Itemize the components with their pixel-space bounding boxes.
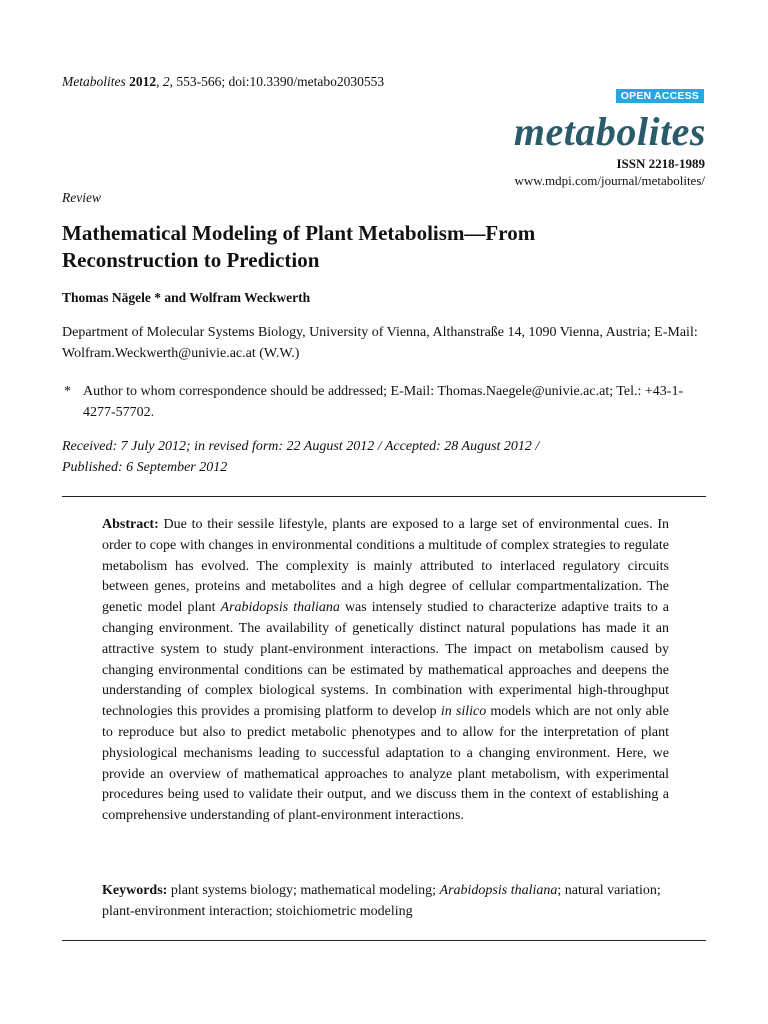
keywords-label: Keywords: [102,883,168,898]
publication-dates [62,436,712,478]
keywords-text-2: ; natural variation; plant-environment interaction; stoichiometric modeling [102,883,661,919]
title-line-2: Reconstruction to Prediction [62,248,320,272]
dates-line-1: Received: 7 July 2012; in revised form: 22 August 2012 / Accepted: 28 August 2012 / [62,439,540,454]
abstract-text-1: Due to their sessile lifestyle, plants are exposed to a large set of environmental cues. In order to cope with changes in environmental conditions a multitude of complex strategies to regulate metabolism has evolved. The complexity is mainly attributed to interlaced regulatory circuits between genes, proteins and metabolites and a high degree of cellular compartmentalization. The genetic model plant [102,517,669,616]
top-divider [62,496,706,497]
authors: Thomas Nägele * and Wolfram Weckwerth [62,290,311,305]
keywords-species: Arabidopsis thaliana [439,883,558,898]
abstract-species: Arabidopsis thaliana [220,600,340,616]
citation-journal: Metabolites [62,74,126,89]
bottom-divider [62,940,706,941]
keywords-text-1: plant systems biology; mathematical modeling; [167,883,440,898]
abstract-label: Abstract: [102,517,159,532]
dates-line-2: Published: 6 September 2012 [62,460,228,475]
correspondence-note [62,381,712,423]
asterisk-marker: * [64,384,71,399]
journal-url-link[interactable]: www.mdpi.com/journal/metabolites/ [514,173,705,188]
citation-line: Metabolites 2012, 2, 553-566; doi:10.3390/metabo2030553 [62,74,385,89]
citation-volume: 2 [162,74,170,89]
correspondence-text: Author to whom correspondence should be addressed; E-Mail: Thomas.Naegele@univie.ac.at; Tel.: +43-1-4277-57702. [83,384,684,420]
affiliation: Department of Molecular Systems Biology, University of Vienna, Althanstraße 14, 1090 Vienna, Austria; E-Mail: Wolfram.Weckwerth@univie.ac.at (W.W.) [62,325,698,361]
journal-logo: metabolites [513,109,706,154]
keywords [102,880,669,922]
issn: ISSN 2218-1989 [616,156,705,171]
abstract-text-2: was intensely studied to characterize adaptive traits to a changing environment. The availability of genetically distinct natural populations has made it an attractive system to study plant-environment interactions. The impact on metabolism caused by changing environmental conditions can be estimated by mathematical approaches and deepens the understanding of complex biological systems. In combination with experimental high-throughput technologies this provides a promising platform to develop [102,600,669,720]
article-title [62,220,702,274]
citation-year: 2012 [129,74,157,89]
title-line-1: Mathematical Modeling of Plant Metabolism—From [62,221,536,245]
article-type: Review [62,190,101,205]
citation-pages-doi: , 553-566; doi:10.3390/metabo2030553 [169,74,385,89]
abstract [102,515,669,827]
abstract-text-3: models which are not only able to reproduce but also to predict metabolic phenotypes and to allow for the interpretation of plant physiological mechanisms leading to successful adaptation to a changing environment. Here, we provide an overview of mathematical approaches to analyze plant metabolism, with experimental procedures being used to validate their output, and we discuss them in the context of establishing a comprehensive understanding of plant-environment interactions. [102,704,669,824]
open-access-badge: OPEN ACCESS [616,89,704,103]
abstract-in-silico: in silico [440,704,487,720]
